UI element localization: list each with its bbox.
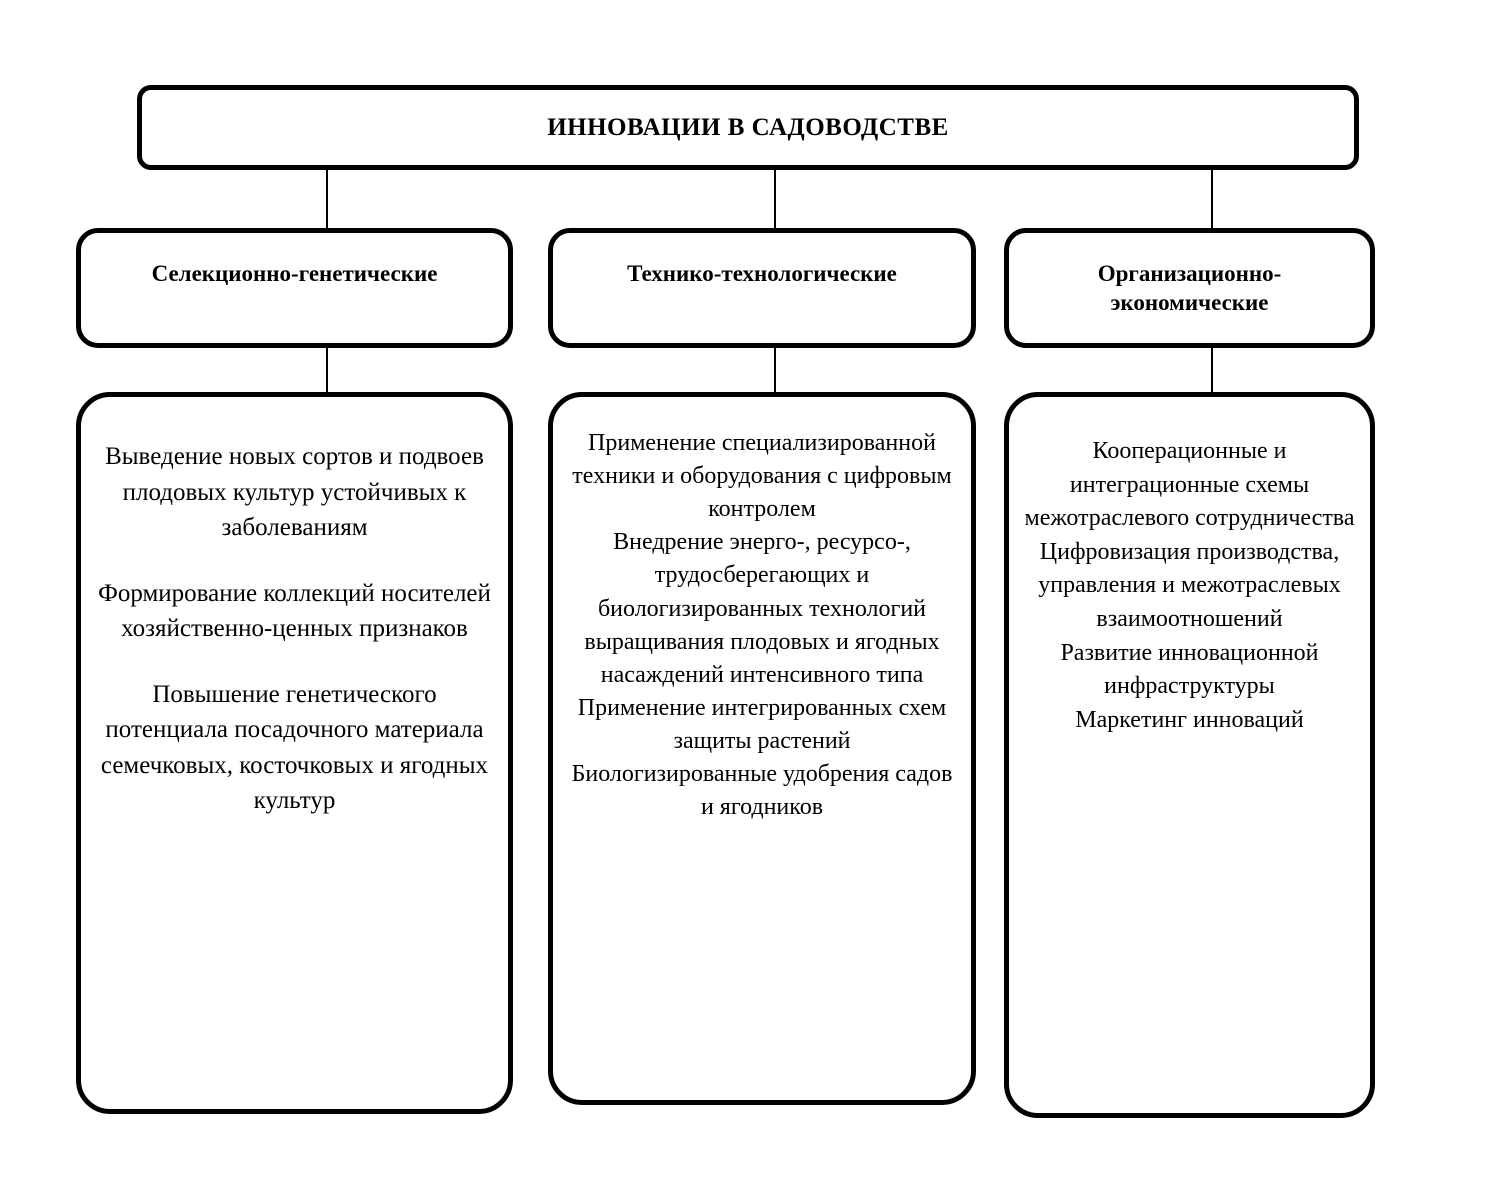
branch-header-label: Организационно-экономические [1097, 261, 1282, 316]
diagram-title-box [137, 85, 1359, 170]
list-item: Применение интегрированных схем защиты растений [577, 694, 947, 754]
branch-header-technical-technological [548, 228, 976, 348]
connector-title-to-branch-2 [774, 170, 776, 228]
branch-header-selection-genetic [76, 228, 513, 348]
list-item: Цифровизация производства, управления и межотраслевых взаимоотношений [1038, 538, 1341, 632]
item-list [98, 439, 491, 819]
list-item: Повышение генетического потенциала посадочного материала семечковых, косточковых и ягодных культур [100, 680, 489, 814]
page-title: ИННОВАЦИИ В САДОВОДСТВЕ [547, 113, 949, 141]
list-item: Развитие инновационной инфраструктуры [1060, 639, 1319, 700]
list-item: Кооперационные и интеграционные схемы межотраслевого сотрудничества [1024, 438, 1355, 532]
connector-branch-3-to-content-3 [1211, 348, 1213, 392]
list-item: Маркетинг инноваций [1075, 706, 1304, 733]
branch-header-label: Селекционно-генетические [151, 261, 438, 286]
item-list [1023, 435, 1355, 737]
connector-branch-2-to-content-2 [774, 348, 776, 392]
branch-content-organizational-economic [1004, 392, 1375, 1118]
connector-title-to-branch-3 [1211, 170, 1213, 228]
list-item: Выведение новых сортов и подвоев плодовых культур устойчивых к заболеваниям [105, 443, 484, 541]
list-item: Применение специализированной техники и оборудования с цифровым контролем [572, 430, 952, 523]
connector-branch-1-to-content-1 [326, 348, 328, 392]
branch-header-organizational-economic [1004, 228, 1375, 348]
connector-title-to-branch-1 [326, 170, 328, 228]
list-item: Внедрение энерго-, ресурсо-, трудосберегающих и биологизированных технологий выращивания плодовых и ягодных насаждений интенсивного типа [584, 529, 940, 688]
list-item: Биологизированные удобрения садов и ягодников [571, 761, 953, 821]
branch-content-technical-technological [548, 392, 976, 1105]
branch-content-selection-genetic [76, 392, 513, 1114]
list-item: Формирование коллекций носителей хозяйственно-ценных признаков [98, 579, 491, 642]
branch-header-label: Технико-технологические [627, 261, 897, 286]
item-list [570, 427, 955, 824]
